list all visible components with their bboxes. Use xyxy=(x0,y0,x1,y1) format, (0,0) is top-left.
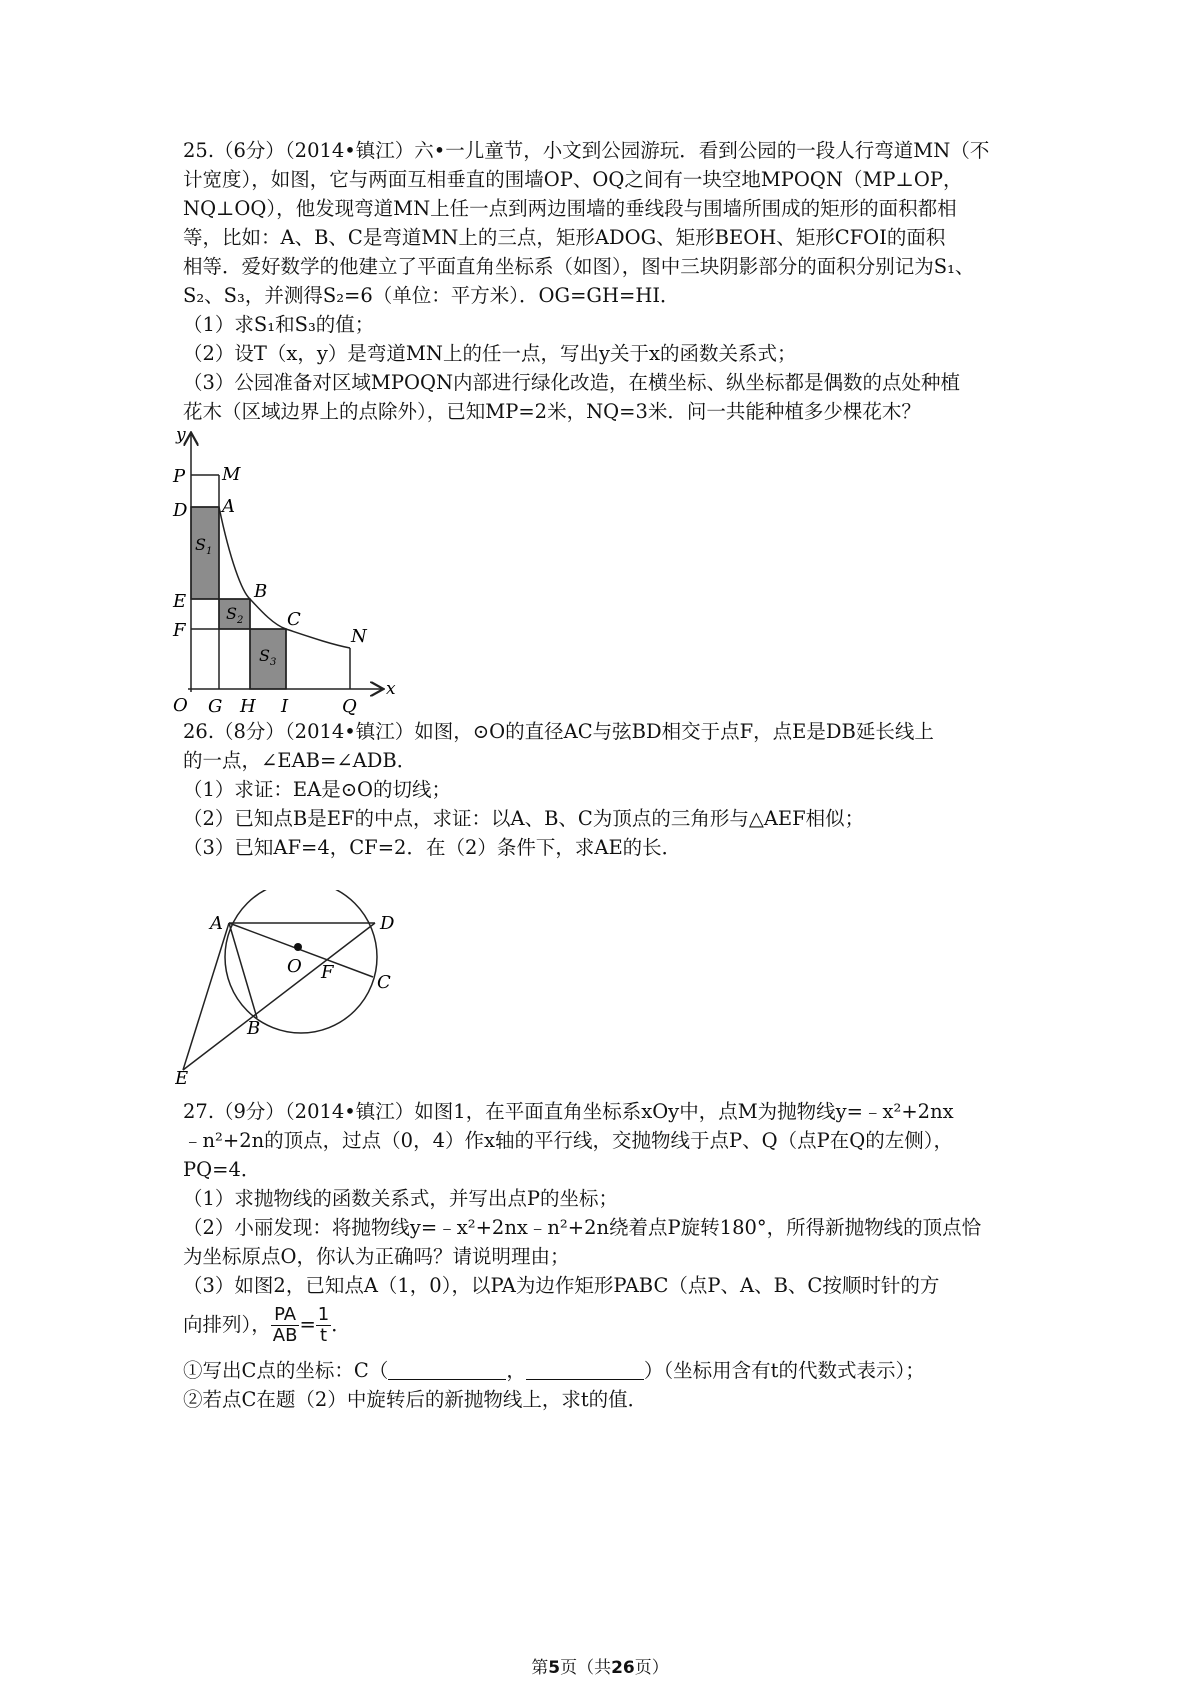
q27-line9-comma: ， xyxy=(506,1359,526,1382)
line-ea xyxy=(183,923,229,1070)
label-c2: C xyxy=(377,972,391,993)
frac-numerator: PA xyxy=(271,1305,300,1326)
q25-line-6: S₂、S₃，并测得S₂=6（单位：平方米）．OG=GH=HI． xyxy=(183,284,680,307)
label-s2: $S_2$ xyxy=(226,604,244,626)
label-i: I xyxy=(281,696,289,717)
q25-line-4: 等，比如：A、B、C是弯道MN上的三点，矩形ADOG、矩形BEOH、矩形CFOI的面积 xyxy=(183,226,946,249)
q26-part-2: （2）已知点B是EF的中点，求证：以A、B、C为顶点的三角形与△AEF相似； xyxy=(183,807,865,830)
line-ed xyxy=(183,923,375,1070)
label-x: x xyxy=(386,679,396,699)
label-o2: O xyxy=(287,956,302,977)
center-dot-o xyxy=(294,943,302,951)
label-m: M xyxy=(222,464,241,485)
chord-ab xyxy=(229,923,257,1018)
q25-part-2: （2）设T（x，y）是弯道MN上的任一点，写出y关于x的函数关系式； xyxy=(183,342,797,365)
page-footer xyxy=(0,1653,1200,1678)
q26-line-2: 的一点，∠EAB=∠ADB． xyxy=(183,749,417,772)
label-d: D xyxy=(173,500,188,521)
label-p: P xyxy=(173,466,186,487)
q27-part-1: （1）求抛物线的函数关系式，并写出点P的坐标； xyxy=(183,1187,619,1210)
q26-part-1: （1）求证：EA是⊙O的切线； xyxy=(183,778,452,801)
q27-line8-prefix: 向排列）， xyxy=(183,1313,271,1336)
label-y: y xyxy=(176,430,186,445)
q25-part-3-line-2: 花木（区域边界上的点除外），已知MP=2米，NQ=3米．问一共能种植多少棵花木？ xyxy=(183,400,921,423)
q27-part-2-line-1: （2）小丽发现：将抛物线y=﹣x²+2nx﹣n²+2n绕着点P旋转180°，所得新抛物线的顶点恰 xyxy=(183,1216,982,1239)
q27-part-3-sub-2: ②若点C在题（2）中旋转后的新抛物线上，求t的值． xyxy=(183,1388,648,1411)
label-g: G xyxy=(208,696,223,717)
q25-part-3-line-1: （3）公园准备对区域MPOQN内部进行绿化改造，在横坐标、纵坐标都是偶数的点处种植 xyxy=(183,371,961,394)
label-f2: F xyxy=(321,962,334,983)
label-s3: $S_3$ xyxy=(259,646,277,668)
q25-line-5: 相等．爱好数学的他建立了平面直角坐标系（如图），图中三块阴影部分的面积分别记为S₁、 xyxy=(183,255,975,278)
label-e: E xyxy=(173,591,187,612)
q25-line-1: 25.（6分）（2014•镇江）六•一儿童节，小文到公园游玩．看到公园的一段人行弯道MN（不 xyxy=(183,139,990,162)
footer-total-pages: 26 xyxy=(611,1658,635,1678)
q27-part-2-line-2: 为坐标原点O，你认为正确吗？请说明理由； xyxy=(183,1245,570,1268)
label-b2: B xyxy=(247,1018,261,1039)
q27-part-3-line-2 xyxy=(183,1302,351,1348)
frac-denominator: AB xyxy=(272,1325,298,1346)
footer-middle: 页（共 xyxy=(560,1658,612,1678)
label-a2: A xyxy=(210,913,223,934)
footer-prefix: 第 xyxy=(531,1658,549,1678)
label-a: A xyxy=(222,496,235,517)
q25-line-3: NQ⊥OQ），他发现弯道MN上任一点到两边围墙的垂线段与围墙所围成的矩形的面积都相 xyxy=(183,197,957,220)
frac-equals: = xyxy=(299,1313,316,1336)
q26-figure xyxy=(175,890,435,1090)
q27-part-3-line-1: （3）如图2，已知点A（1，0），以PA为边作矩形PABC（点P、A、B、C按顺时针的方 xyxy=(183,1274,940,1297)
label-d2: D xyxy=(380,913,395,934)
q27-line-2: ﹣n²+2n的顶点，过点（0，4）作x轴的平行线，交抛物线于点P、Q（点P在Q的左侧）， xyxy=(183,1129,953,1152)
label-c: C xyxy=(287,609,301,630)
q25-figure xyxy=(170,430,410,720)
label-b: B xyxy=(254,581,268,602)
footer-suffix: 页） xyxy=(634,1658,669,1678)
q26-line-1: 26.（8分）（2014•镇江）如图，⊙O的直径AC与弦BD相交于点F，点E是DB延长线上 xyxy=(183,720,934,743)
label-f: F xyxy=(173,620,186,641)
q25-part-1: （1）求S₁和S₃的值； xyxy=(183,313,375,336)
footer-page-number: 5 xyxy=(548,1658,561,1678)
q26-part-3: （3）已知AF=4，CF=2．在（2）条件下，求AE的长． xyxy=(183,836,682,859)
q27-line8-suffix: ． xyxy=(331,1313,351,1336)
q27-line-1: 27.（9分）（2014•镇江）如图1，在平面直角坐标系xOy中，点M为抛物线y=﹣x²+2nx xyxy=(183,1100,954,1123)
blank-c-x[interactable] xyxy=(388,1359,506,1380)
frac-rhs-denominator: t xyxy=(319,1325,328,1346)
q27-line-3: PQ=4． xyxy=(183,1158,261,1181)
q27-part-3-sub-1 xyxy=(183,1357,925,1385)
label-o: O xyxy=(173,695,188,716)
label-h: H xyxy=(240,696,256,717)
label-q: Q xyxy=(342,696,357,717)
frac-rhs-numerator: 1 xyxy=(317,1304,330,1325)
q25-line-2: 计宽度），如图，它与两面互相垂直的围墙OP、OQ之间有一块空地MPOQN（MP⊥OP， xyxy=(183,168,963,191)
label-e2: E xyxy=(175,1068,189,1089)
label-s1: $S_1$ xyxy=(195,535,213,557)
fraction-pa-ab xyxy=(271,1305,300,1346)
q27-line9-suffix: ）（坐标用含有t的代数式表示）； xyxy=(643,1359,925,1382)
blank-c-y[interactable] xyxy=(526,1359,644,1380)
fraction-1-t xyxy=(316,1305,331,1346)
q27-line9-prefix: ①写出C点的坐标：C（ xyxy=(183,1359,389,1382)
label-n: N xyxy=(351,626,367,647)
